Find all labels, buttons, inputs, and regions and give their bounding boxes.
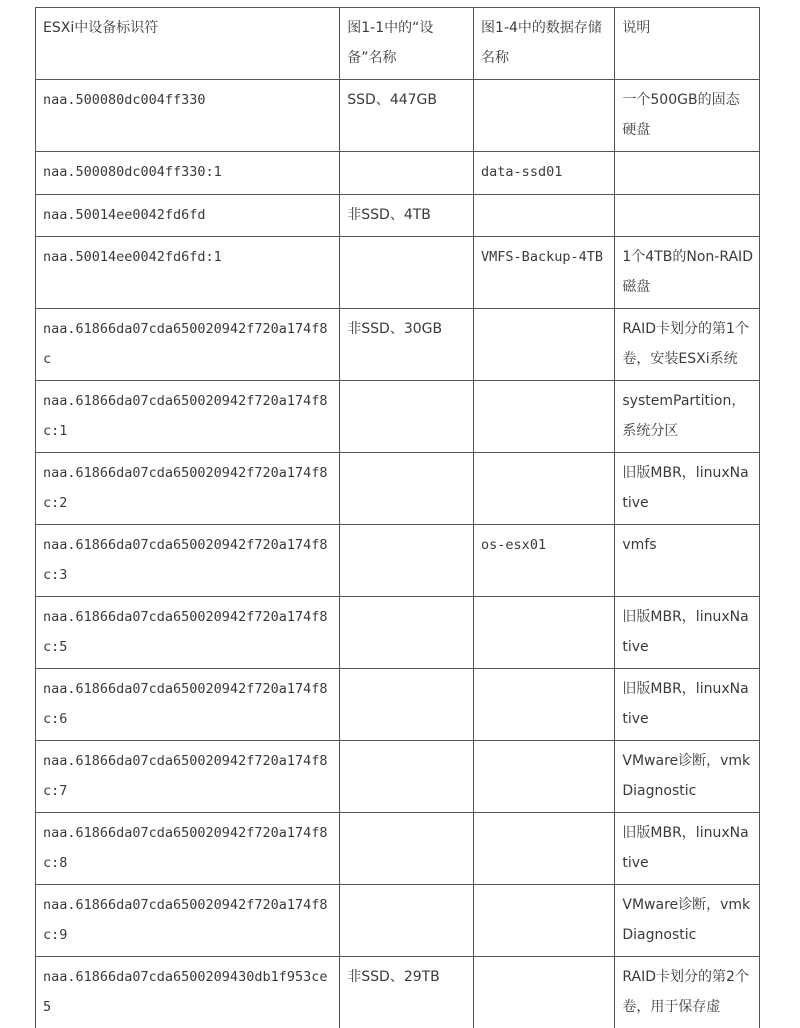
device-identifier-table <box>35 7 760 1028</box>
device-identifier-cell: naa.61866da07cda650020942f720a174f8c:1 <box>36 381 340 453</box>
device-name-cell <box>340 597 474 669</box>
device-name-cell <box>340 525 474 597</box>
device-identifier-cell: naa.500080dc004ff330 <box>36 80 340 152</box>
description-cell: 旧版MBR，linuxNative <box>615 669 760 741</box>
device-identifier-cell: naa.61866da07cda650020942f720a174f8c <box>36 309 340 381</box>
datastore-name-cell <box>474 597 615 669</box>
header-datastore-name: 图1-4中的数据存储名称 <box>474 8 615 80</box>
table-row <box>36 194 760 237</box>
device-identifier-cell: naa.61866da07cda650020942f720a174f8c:6 <box>36 669 340 741</box>
description-cell: systemPartition，系统分区 <box>615 381 760 453</box>
device-identifier-cell: naa.61866da07cda650020942f720a174f8c:3 <box>36 525 340 597</box>
table-row <box>36 885 760 957</box>
datastore-name-cell <box>474 669 615 741</box>
table-row <box>36 813 760 885</box>
description-cell: 旧版MBR，linuxNative <box>615 453 760 525</box>
device-identifier-cell: naa.500080dc004ff330:1 <box>36 152 340 195</box>
description-cell: RAID卡划分的第2个卷，用于保存虚 <box>615 957 760 1028</box>
header-device-name: 图1-1中的“设备”名称 <box>340 8 474 80</box>
description-cell: 旧版MBR，linuxNative <box>615 597 760 669</box>
device-name-cell <box>340 152 474 195</box>
description-cell: vmfs <box>615 525 760 597</box>
description-cell: 旧版MBR，linuxNative <box>615 813 760 885</box>
datastore-name-cell: os-esx01 <box>474 525 615 597</box>
device-name-cell: 非SSD、29TB <box>340 957 474 1028</box>
description-cell: VMware诊断，vmkDiagnostic <box>615 885 760 957</box>
table-row <box>36 597 760 669</box>
description-cell <box>615 194 760 237</box>
device-identifier-cell: naa.61866da07cda650020942f720a174f8c:8 <box>36 813 340 885</box>
device-identifier-cell: naa.61866da07cda650020942f720a174f8c:2 <box>36 453 340 525</box>
datastore-name-cell <box>474 813 615 885</box>
device-name-cell <box>340 237 474 309</box>
table-row <box>36 453 760 525</box>
table-row <box>36 741 760 813</box>
table-row <box>36 381 760 453</box>
datastore-name-cell <box>474 741 615 813</box>
device-identifier-cell: naa.61866da07cda650020942f720a174f8c:5 <box>36 597 340 669</box>
device-name-cell <box>340 669 474 741</box>
device-identifier-cell: naa.50014ee0042fd6fd <box>36 194 340 237</box>
device-name-cell <box>340 741 474 813</box>
datastore-name-cell <box>474 453 615 525</box>
header-description: 说明 <box>615 8 760 80</box>
table-header <box>36 8 760 80</box>
datastore-name-cell <box>474 309 615 381</box>
table-body <box>36 80 760 1028</box>
datastore-name-cell <box>474 957 615 1028</box>
datastore-name-cell: VMFS-Backup-4TB <box>474 237 615 309</box>
description-cell: VMware诊断，vmkDiagnostic <box>615 741 760 813</box>
datastore-name-cell <box>474 885 615 957</box>
datastore-name-cell <box>474 381 615 453</box>
description-cell: 1个4TB的Non-RAID磁盘 <box>615 237 760 309</box>
table-row <box>36 957 760 1028</box>
description-cell <box>615 152 760 195</box>
device-name-cell <box>340 885 474 957</box>
table-row <box>36 152 760 195</box>
table-row <box>36 525 760 597</box>
device-identifier-cell: naa.61866da07cda650020942f720a174f8c:7 <box>36 741 340 813</box>
description-cell: 一个500GB的固态硬盘 <box>615 80 760 152</box>
description-cell: RAID卡划分的第1个卷，安装ESXi系统 <box>615 309 760 381</box>
header-row <box>36 8 760 80</box>
device-name-cell <box>340 381 474 453</box>
device-identifier-cell: naa.61866da07cda650020942f720a174f8c:9 <box>36 885 340 957</box>
device-identifier-cell: naa.50014ee0042fd6fd:1 <box>36 237 340 309</box>
datastore-name-cell <box>474 80 615 152</box>
datastore-name-cell: data-ssd01 <box>474 152 615 195</box>
table-row <box>36 80 760 152</box>
table-row <box>36 237 760 309</box>
table-row <box>36 669 760 741</box>
header-device-identifier: ESXi中设备标识符 <box>36 8 340 80</box>
device-name-cell: 非SSD、30GB <box>340 309 474 381</box>
table-row <box>36 309 760 381</box>
datastore-name-cell <box>474 194 615 237</box>
device-name-cell: 非SSD、4TB <box>340 194 474 237</box>
device-name-cell: SSD、447GB <box>340 80 474 152</box>
device-name-cell <box>340 453 474 525</box>
device-name-cell <box>340 813 474 885</box>
device-identifier-cell: naa.61866da07cda6500209430db1f953ce5 <box>36 957 340 1028</box>
